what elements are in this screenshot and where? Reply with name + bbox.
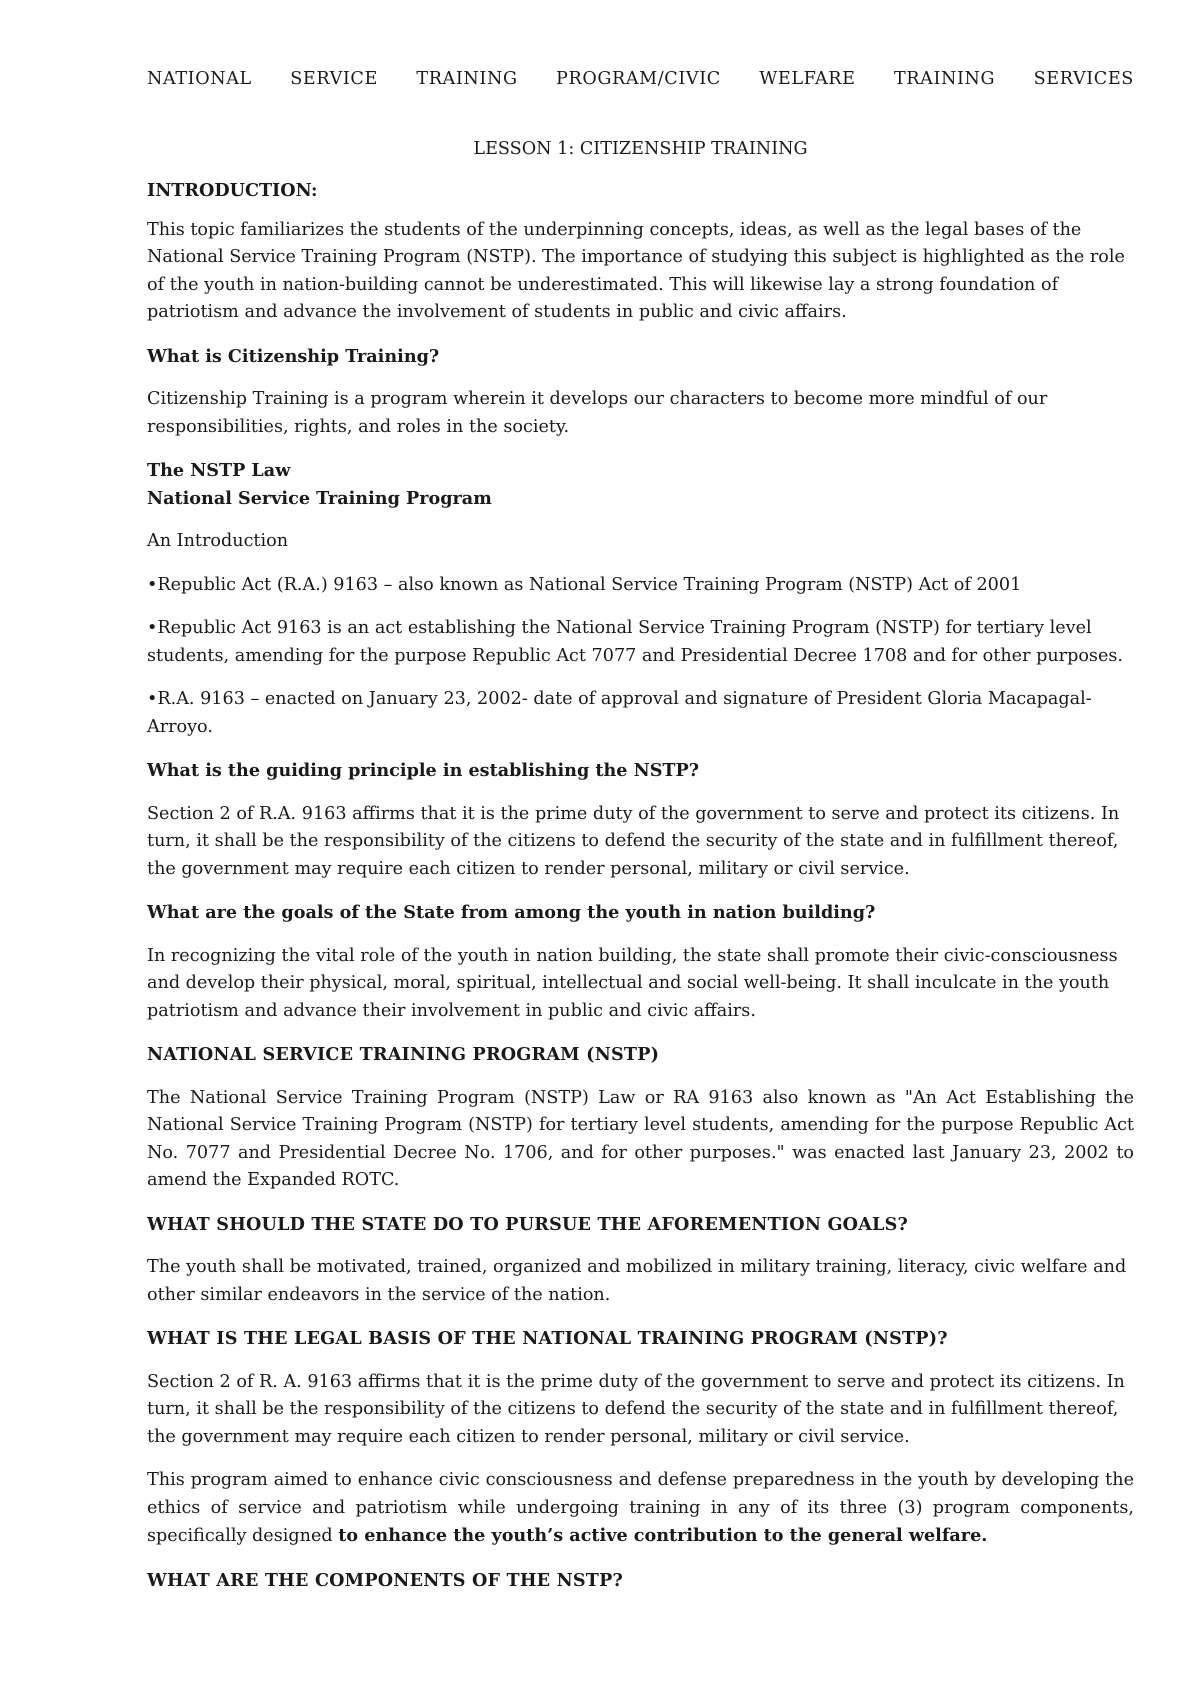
citizenship-answer: Citizenship Training is a program wherein it develops our characters to become more mindful of our responsibilities, rights, and roles in the society. [147, 389, 1048, 437]
program-text [147, 1467, 1134, 1551]
header-word: TRAINING [893, 69, 996, 89]
citizenship-question: What is Citizenship Training? [147, 345, 440, 367]
nstp-text: The National Service Training Program (NSTP) Law or RA 9163 also known as "An Act Establishing the National Service Training Program (NSTP) for tertiary level students, amending for the purpose Republic Act No. 7077 and Presidential Decree No. 1706, and for other purposes." was enacted last January 23, 2002 to amend the Expanded ROTC. [147, 1087, 1134, 1190]
bullet-item: •Republic Act (R.A.) 9163 – also known as National Service Training Program (NSTP) Act of 2001 [147, 574, 1022, 595]
nstp-program-heading: National Service Training Program [147, 487, 492, 509]
introduction-heading: INTRODUCTION: [147, 180, 318, 201]
nstp-law-heading: The NSTP Law [147, 460, 291, 481]
lesson-title: LESSON 1: CITIZENSHIP TRAINING [473, 138, 808, 159]
an-introduction: An Introduction [147, 531, 289, 551]
program-text-bold: to enhance the youth’s active contribution to the general welfare. [338, 1525, 988, 1546]
header-word: TRAINING [416, 69, 518, 89]
document-header [147, 66, 1134, 94]
header-word: WELFARE [759, 69, 856, 89]
header-word: PROGRAM/CIVIC [556, 69, 721, 89]
bullet-item: •Republic Act 9163 is an act establishing the National Service Training Program (NSTP) for tertiary level students, amending for the purpose Republic Act 7077 and Presidential Decree 1708 and for other purposes. [147, 618, 1123, 666]
header-word: SERVICE [290, 69, 378, 89]
goals-question: What are the goals of the State from among the youth in nation building? [147, 902, 876, 923]
introduction-text: This topic familiarizes the students of the underpinning concepts, ideas, as well as the legal bases of the National Service Training Program (NSTP). The importance of studying this subject is highlighted as the role of the youth in nation-building cannot be underestimated. This will likewise lay a strong foundation of patriotism and advance the involvement of students in public and civic affairs. [147, 219, 1125, 322]
guiding-question: What is the guiding principle in establishing the NSTP? [147, 760, 700, 781]
bullet-item: •R.A. 9163 – enacted on January 23, 2002- date of approval and signature of President Gloria Macapagal-Arroyo. [147, 689, 1092, 737]
header-word: NATIONAL [147, 69, 252, 89]
header-word: SERVICES [1033, 69, 1134, 89]
nstp-heading: NATIONAL SERVICE TRAINING PROGRAM (NSTP) [147, 1044, 660, 1065]
components-heading: WHAT ARE THE COMPONENTS OF THE NSTP? [147, 1569, 624, 1591]
guiding-answer: Section 2 of R.A. 9163 affirms that it is the prime duty of the government to serve and protect its citizens. In turn, it shall be the responsibility of the citizens to defend the security of the state and in fulfillment thereof, the government may require each citizen to render personal, military or civil service. [147, 803, 1120, 879]
state-text: The youth shall be motivated, trained, organized and mobilized in military training, literacy, civic welfare and other similar endeavors in the service of the nation. [147, 1257, 1127, 1305]
document-page [147, 66, 1134, 1594]
state-heading: WHAT SHOULD THE STATE DO TO PURSUE THE AFOREMENTION GOALS? [147, 1213, 909, 1235]
legal-text: Section 2 of R. A. 9163 affirms that it is the prime duty of the government to serve and protect its citizens. In turn, it shall be the responsibility of the citizens to defend the security of the state and in fulfillment thereof, the government may require each citizen to render personal, military or civil service. [147, 1371, 1125, 1447]
legal-heading: WHAT IS THE LEGAL BASIS OF THE NATIONAL TRAINING PROGRAM (NSTP)? [147, 1328, 948, 1349]
goals-answer: In recognizing the vital role of the youth in nation building, the state shall promote their civic-consciousness and develop their physical, moral, spiritual, intellectual and social well-being. It shall inculcate in the youth patriotism and advance their involvement in public and civic affairs. [147, 945, 1118, 1021]
program-text-plain: This program aimed to enhance civic consciousness and defense preparedness in the youth by developing the ethics of service and patriotism while undergoing training in any of its three (3) program components, specifically designed [147, 1470, 1134, 1546]
